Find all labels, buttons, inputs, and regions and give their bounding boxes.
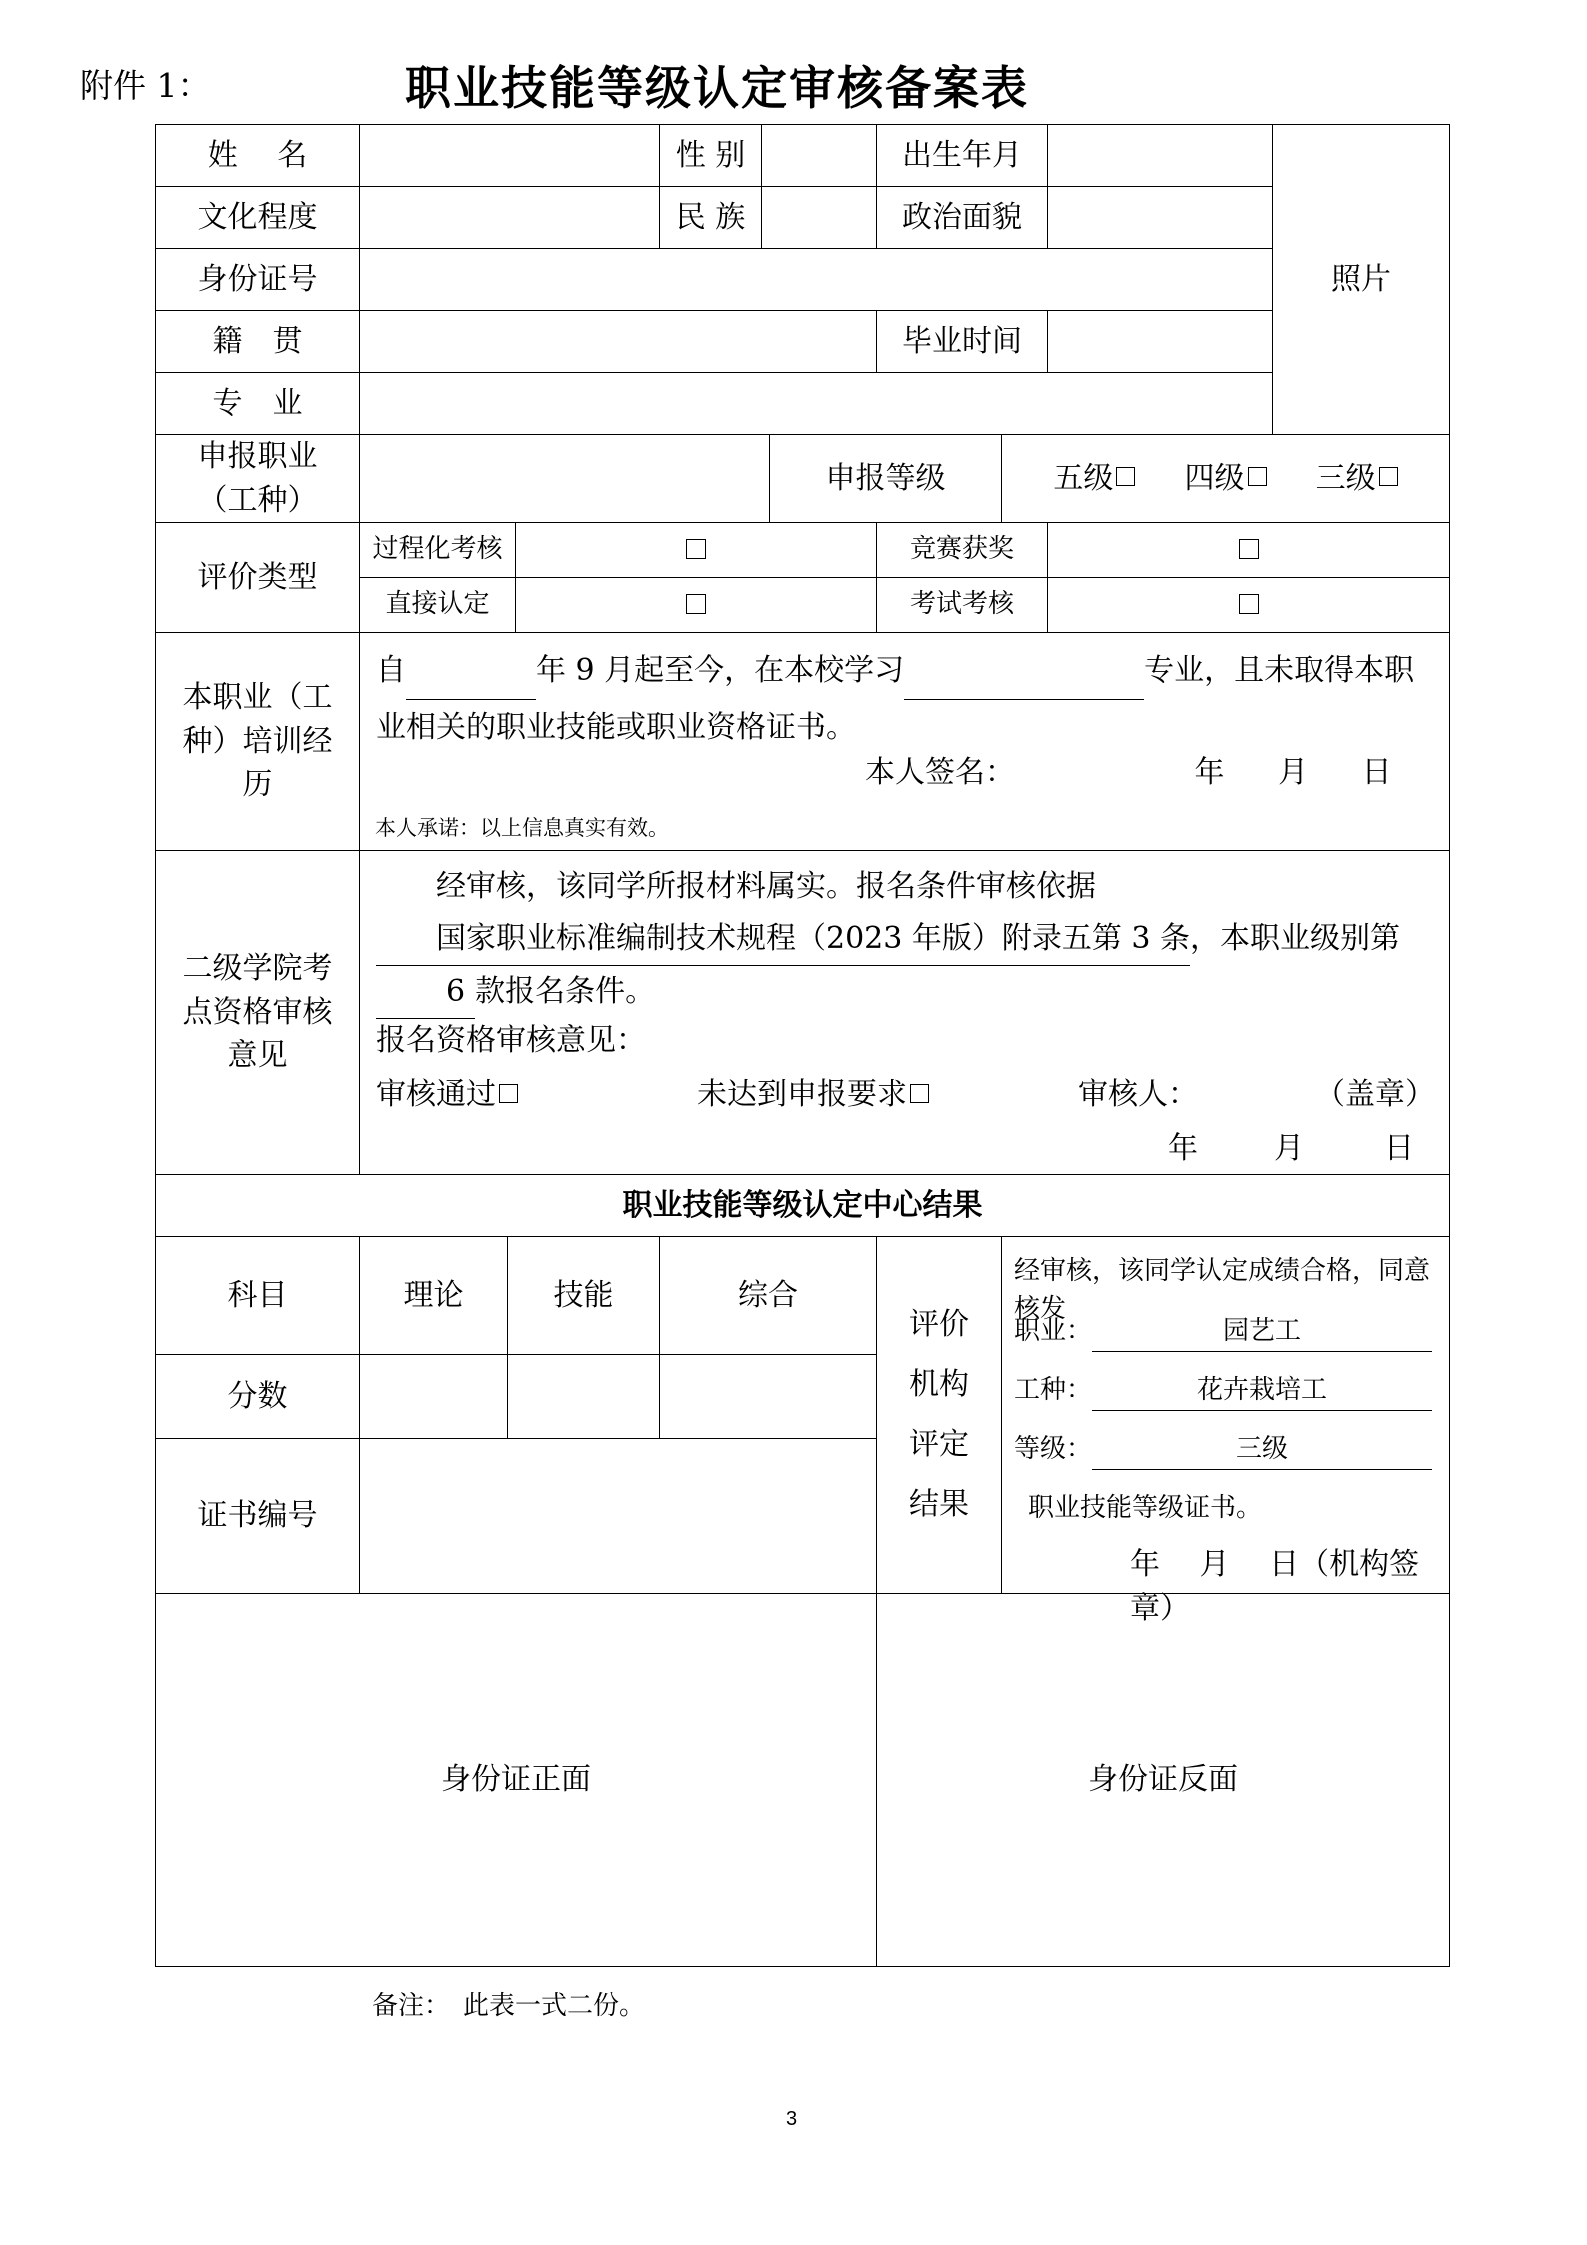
birth-label: 出生年月 — [877, 125, 1048, 187]
subject-label: 科目 — [156, 1237, 360, 1355]
result-intro: 经审核，该同学认定成绩合格，同意核发 — [1014, 1256, 1431, 1324]
photo-box[interactable]: 照片 — [1273, 125, 1450, 435]
training-statement: 自 年 9 月起至今，在本校学习 专业，且未取得本职业相关的职业技能或职业资格证书。 — [360, 633, 1449, 756]
id-card-back-box[interactable]: 身份证反面 — [877, 1594, 1450, 1967]
education-field[interactable] — [360, 187, 660, 249]
sign-day: 日 — [1361, 755, 1392, 790]
result-type-value: 花卉栽培工 — [1092, 1372, 1432, 1411]
review-clause: 6 — [376, 966, 475, 1019]
native-place-label: 籍 贯 — [156, 311, 360, 373]
skill-label: 技能 — [508, 1237, 660, 1355]
result-grade-line: 等级： 三级 — [1014, 1431, 1432, 1470]
reviewer-label: 审核人： — [1078, 1077, 1198, 1112]
apply-level-options — [1002, 435, 1450, 523]
review-fail-checkbox[interactable] — [910, 1084, 929, 1103]
major-blank[interactable] — [904, 643, 1144, 700]
level-4-option[interactable]: 四级 — [1185, 461, 1267, 496]
review-opinion-label: 报名资格审核意见： — [376, 1023, 646, 1058]
direct-recognition-checkbox[interactable] — [686, 594, 706, 614]
level-4-checkbox[interactable] — [1248, 467, 1267, 486]
cert-number-label: 证书编号 — [156, 1439, 360, 1594]
major-label: 专 业 — [156, 373, 360, 435]
review-content — [360, 851, 1450, 1175]
competition-checkbox-cell[interactable] — [1048, 523, 1450, 578]
result-cert-text: 职业技能等级证书。 — [1028, 1493, 1263, 1523]
level-3-checkbox[interactable] — [1379, 467, 1398, 486]
review-fail-option[interactable]: 未达到申报要求 — [697, 1073, 929, 1117]
id-number-label: 身份证号 — [156, 249, 360, 311]
level-5-checkbox[interactable] — [1116, 467, 1135, 486]
competition-checkbox[interactable] — [1239, 539, 1259, 559]
grad-time-label: 毕业时间 — [877, 311, 1048, 373]
review-label: 二级学院考点资格审核意见 — [156, 851, 360, 1175]
political-label: 政治面貌 — [877, 187, 1048, 249]
process-assessment-checkbox-cell[interactable] — [516, 523, 877, 578]
training-label: 本职业（工种）培训经历 — [156, 633, 360, 851]
native-place-field[interactable] — [360, 311, 877, 373]
exam-checkbox-cell[interactable] — [1048, 578, 1450, 633]
ethnicity-field[interactable] — [762, 187, 877, 249]
birth-field[interactable] — [1048, 125, 1273, 187]
stamp-label: （盖章） — [1315, 1077, 1435, 1112]
cert-number-field[interactable] — [360, 1439, 877, 1594]
result-grade-value: 三级 — [1092, 1431, 1432, 1470]
theory-score-field[interactable] — [360, 1355, 508, 1439]
result-label: 评价机构评定结果 — [877, 1237, 1002, 1594]
review-basis: 国家职业标准编制技术规程（2023 年版）附录五第 3 条 — [376, 913, 1190, 966]
id-number-field[interactable] — [360, 249, 1273, 311]
sign-year: 年 — [1194, 755, 1225, 790]
start-year-blank[interactable] — [406, 643, 536, 700]
footer-note: 备注： 此表一式二份。 — [372, 1991, 646, 2021]
level-3-option[interactable]: 三级 — [1316, 461, 1398, 496]
theory-label: 理论 — [360, 1237, 508, 1355]
page-number: 3 — [786, 2108, 798, 2130]
exam-checkbox[interactable] — [1239, 594, 1259, 614]
review-date: 年 月 日 — [1168, 1131, 1414, 1166]
attachment-label: 附件 1： — [80, 66, 211, 105]
form-title: 职业技能等级认定审核备案表 — [405, 61, 1029, 115]
apply-job-field[interactable] — [360, 435, 770, 523]
review-pass-option[interactable]: 审核通过 — [376, 1073, 518, 1117]
center-result-title: 职业技能等级认定中心结果 — [156, 1175, 1450, 1237]
sign-month: 月 — [1278, 755, 1309, 790]
result-type-line: 工种： 花卉栽培工 — [1014, 1372, 1432, 1411]
political-field[interactable] — [1048, 187, 1273, 249]
direct-recognition-checkbox-cell[interactable] — [516, 578, 877, 633]
self-signature-line — [865, 751, 1392, 795]
review-statement: 经审核，该同学所报材料属实。报名条件审核依据国家职业标准编制技术规程（2023 年版）附录五第 3 条，本职业级别第6 款报名条件。 — [360, 851, 1449, 1019]
overall-score-field[interactable] — [660, 1355, 877, 1439]
result-job-value: 园艺工 — [1092, 1313, 1432, 1352]
exam-label: 考试考核 — [877, 578, 1048, 633]
result-date-stamp: 年 月 日（机构签章） — [1130, 1547, 1420, 1626]
signature-label: 本人签名： — [865, 755, 1015, 790]
grad-time-field[interactable] — [1048, 311, 1273, 373]
review-pass-checkbox[interactable] — [499, 1084, 518, 1103]
id-card-front-box[interactable]: 身份证正面 — [156, 1594, 877, 1967]
skill-score-field[interactable] — [508, 1355, 660, 1439]
apply-job-label: 申报职业（工种） — [156, 435, 360, 523]
process-assessment-checkbox[interactable] — [686, 539, 706, 559]
result-job-line: 职业： 园艺工 — [1014, 1313, 1432, 1352]
training-content — [360, 633, 1450, 851]
name-field[interactable] — [360, 125, 660, 187]
gender-field[interactable] — [762, 125, 877, 187]
overall-label: 综合 — [660, 1237, 877, 1355]
education-label: 文化程度 — [156, 187, 360, 249]
ethnicity-label: 民 族 — [660, 187, 762, 249]
registration-form-table — [155, 124, 1450, 1967]
result-content — [1002, 1237, 1450, 1626]
evaluation-type-label: 评价类型 — [156, 523, 360, 633]
apply-level-label: 申报等级 — [770, 435, 1002, 523]
major-field[interactable] — [360, 373, 1273, 435]
name-label: 姓 名 — [156, 125, 360, 187]
promise-text: 本人承诺：以上信息真实有效。 — [375, 816, 669, 840]
process-assessment-label: 过程化考核 — [360, 523, 516, 578]
competition-label: 竞赛获奖 — [877, 523, 1048, 578]
direct-recognition-label: 直接认定 — [360, 578, 516, 633]
level-5-option[interactable]: 五级 — [1053, 461, 1135, 496]
gender-label: 性 别 — [660, 125, 762, 187]
score-label: 分数 — [156, 1355, 360, 1439]
